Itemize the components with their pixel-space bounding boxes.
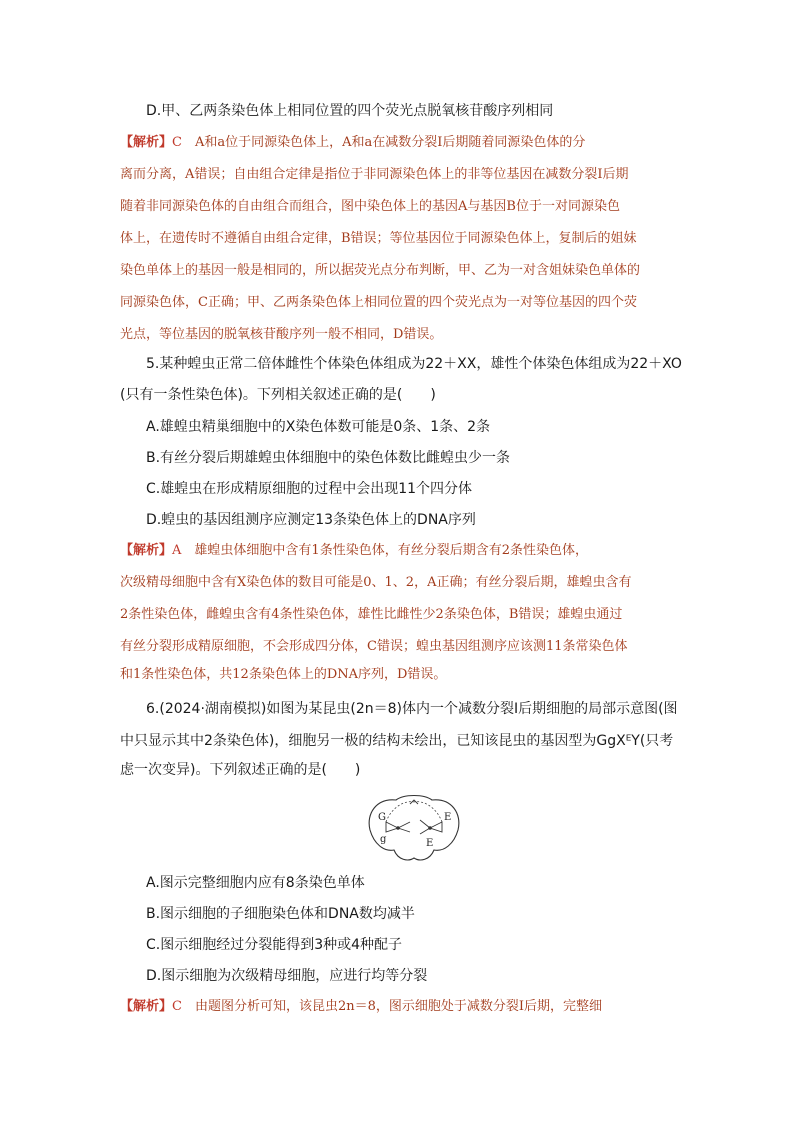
solution-answer: A <box>172 543 182 558</box>
q4-solution-line-3: 随着非同源染色体的自由组合而组合，图中染色体上的基因A与基因B位于一对同源染色 <box>120 199 620 214</box>
label-E-upper: E <box>444 812 452 823</box>
q4-option-d: D.甲、乙两条染色体上相同位置的四个荧光点脱氧核苷酸序列相同 <box>146 103 554 119</box>
spindle-fiber-left <box>386 802 414 822</box>
q4-solution-line-5: 染色单体上的基因一般是相同的，所以据荧光点分布判断，甲、乙为一对含姐妹染色单体的 <box>120 263 641 278</box>
chromosome-right <box>420 820 442 834</box>
spindle-fiber-right <box>414 802 442 822</box>
q5-option-b: B.有丝分裂后期雄蝗虫体细胞中的染色体数比雌蝗虫少一条 <box>146 450 511 466</box>
q5-solution-line-5: 和1条性染色体，共12条染色体上的DNA序列，D错误。 <box>120 667 447 682</box>
q6-solution-line-1: 【解析】C 由题图分析可知，该昆虫2n＝8，图示细胞处于减数分裂Ⅰ后期，完整细 <box>120 999 603 1014</box>
solution-tag: 【解析】 <box>120 999 173 1014</box>
solution-tag: 【解析】 <box>120 543 173 558</box>
q6-option-c: C.图示细胞经过分裂能得到3种或4种配子 <box>146 937 403 953</box>
q6-stem-line-2: 中只显示其中2条染色体)，细胞另一极的结构未绘出，已知该昆虫的基因型为GgXᴱY(只考 <box>120 733 674 749</box>
q5-option-a: A.雄蝗虫精巢细胞中的X染色体数可能是0条、1条、2条 <box>146 419 491 435</box>
q4-solution-line-4: 体上，在遗传时不遵循自由组合定律，B错误；等位基因位于同源染色体上，复制后的姐妹 <box>120 231 637 246</box>
q4-solution-line-6: 同源染色体，C正确；甲、乙两条染色体上相同位置的四个荧光点为一对等位基因的四个荧 <box>120 295 637 310</box>
q6-option-b: B.图示细胞的子细胞染色体和DNA数均减半 <box>146 906 415 922</box>
q4-solution-line-2: 离而分离，A错误；自由组合定律是指位于非同源染色体上的非等位基因在减数分裂Ⅰ后期 <box>120 167 629 182</box>
chromosome-left <box>386 822 410 832</box>
label-E-lower: E <box>426 838 434 849</box>
q5-solution-line-1: 【解析】A 雄蝗虫体细胞中含有1条性染色体，有丝分裂后期含有2条性染色体， <box>120 543 588 558</box>
q5-option-d: D.蝗虫的基因组测序应测定13条染色体上的DNA序列 <box>146 512 476 528</box>
q5-solution-line-2: 次级精母细胞中含有X染色体的数目可能是0、1、2，A正确；有丝分裂后期，雄蝗虫含有 <box>120 575 632 590</box>
meiosis-cell-figure <box>362 792 466 864</box>
solution-answer: C <box>172 999 182 1014</box>
q6-stem-line-1: 6.(2024·湖南模拟)如图为某昆虫(2n＝8)体内一个减数分裂Ⅰ后期细胞的局部示意图(图 <box>146 701 678 717</box>
solution-answer: C <box>172 135 182 150</box>
cell-membrane <box>369 796 459 860</box>
q5-option-c: C.雄蝗虫在形成精原细胞的过程中会出现11个四分体 <box>146 481 473 497</box>
q5-stem-line-2: (只有一条性染色体)。下列相关叙述正确的是( ) <box>120 387 436 403</box>
q6-stem-line-3: 虑一次变异)。下列叙述正确的是( ) <box>120 762 361 778</box>
q6-option-a: A.图示完整细胞内应有8条染色单体 <box>146 875 365 891</box>
label-G: G <box>378 812 386 823</box>
q5-solution-line-3: 2条性染色体，雌蝗虫含有4条性染色体，雄性比雌性少2条染色体，B错误；雄蝗虫通过 <box>120 607 623 622</box>
solution-tag: 【解析】 <box>120 135 173 150</box>
q6-option-d: D.图示细胞为次级精母细胞，应进行均等分裂 <box>146 968 428 984</box>
q5-solution-line-4: 有丝分裂形成精原细胞，不会形成四分体，C错误；蝗虫基因组测序应该测11条常染色体 <box>120 639 628 654</box>
q4-solution-line-1: 【解析】C A和a位于同源染色体上，A和a在减数分裂Ⅰ后期随着同源染色体的分 <box>120 135 586 150</box>
label-g: g <box>380 834 387 845</box>
q5-stem-line-1: 5.某种蝗虫正常二倍体雌性个体染色体组成为22＋XX，雄性个体染色体组成为22＋XO <box>146 356 682 372</box>
q4-solution-line-7: 光点，等位基因的脱氧核苷酸序列一般不相同，D错误。 <box>120 327 443 342</box>
